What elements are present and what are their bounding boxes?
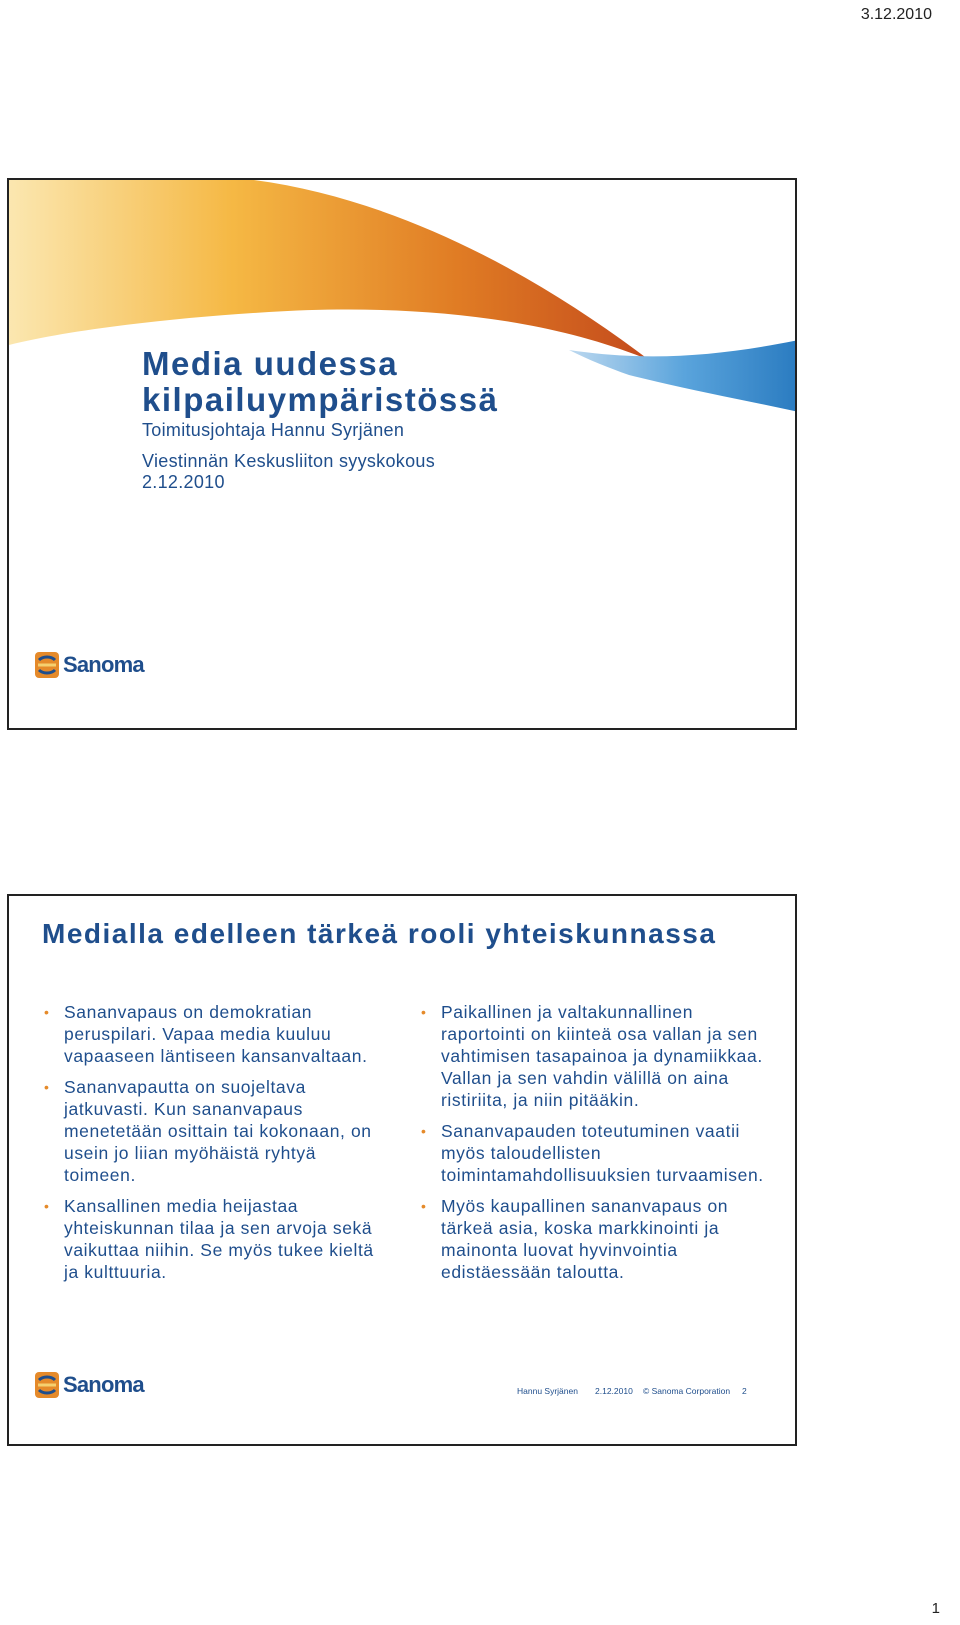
page-date: 3.12.2010 <box>860 6 932 23</box>
sanoma-logo-text: Sanoma <box>63 652 144 677</box>
bullet-icon: • <box>44 1079 50 1095</box>
footer-author: Hannu Syrjänen <box>517 1386 578 1396</box>
footer-copyright: © Sanoma Corporation <box>643 1386 731 1396</box>
slide-1 <box>7 178 797 730</box>
list-item: • Sananvapaus on demokratian peruspilari. Vapaa media kuuluu vapaaseen läntiseen kansanvaltaan. <box>44 1002 368 1066</box>
bullet-icon: • <box>44 1198 50 1214</box>
bullet-icon: • <box>421 1004 427 1020</box>
list-item: • Myös kaupallinen sananvapaus on tärkeä asia, koska markkinointi ja mainonta luovat hyvinvointia edistäessään taloutta. <box>421 1196 729 1282</box>
sanoma-logo <box>33 1370 144 1400</box>
bullet-icon: • <box>44 1004 50 1020</box>
left-bullet-list <box>42 1001 387 1292</box>
sanoma-logo-icon <box>33 1370 61 1400</box>
list-item: • Sananvapautta on suojeltava jatkuvasti. Kun sananvapaus menetetään osittain tai kokonaan, on usein jo liian myöhäistä ryhtyä toimeen. <box>44 1077 372 1185</box>
slide-1-title: Media uudessa kilpailuympäristössä <box>142 345 499 418</box>
list-item: • Kansallinen media heijastaa yhteiskunnan tilaa ja sen arvoja sekä vaikuttaa niihin. Se myös tukee kieltä ja kulttuuria. <box>44 1196 374 1282</box>
presenter-line: Toimitusjohtaja Hannu Syrjänen <box>142 420 405 440</box>
bullet-icon: • <box>421 1123 427 1139</box>
page-number: 1 <box>931 1600 940 1617</box>
footer-slide-number: 2 <box>742 1386 747 1396</box>
right-bullet-list <box>419 1001 764 1292</box>
footer-date: 2.12.2010 <box>595 1386 633 1396</box>
sanoma-logo <box>33 650 144 680</box>
list-item: • Sananvapauden toteutuminen vaatii myös taloudellisten toimintamahdollisuuksien turvaamisen. <box>421 1121 764 1185</box>
sanoma-logo-icon <box>33 650 61 680</box>
sanoma-logo-text: Sanoma <box>63 1372 144 1397</box>
slide-2-title: Medialla edelleen tärkeä rooli yhteiskunnassa <box>42 918 717 949</box>
slide-1-date: 2.12.2010 <box>142 472 225 492</box>
event-line: Viestinnän Keskusliiton syyskokous <box>142 451 436 471</box>
list-item: • Paikallinen ja valtakunnallinen raportointi on kiinteä osa vallan ja sen vahtimisen tasapainoa ja dynamiikkaa. Vallan ja sen vahdin välillä on aina ristiriita, ja niin pitääkin. <box>421 1002 763 1110</box>
bullet-icon: • <box>421 1198 427 1214</box>
slide-2 <box>7 894 797 1446</box>
